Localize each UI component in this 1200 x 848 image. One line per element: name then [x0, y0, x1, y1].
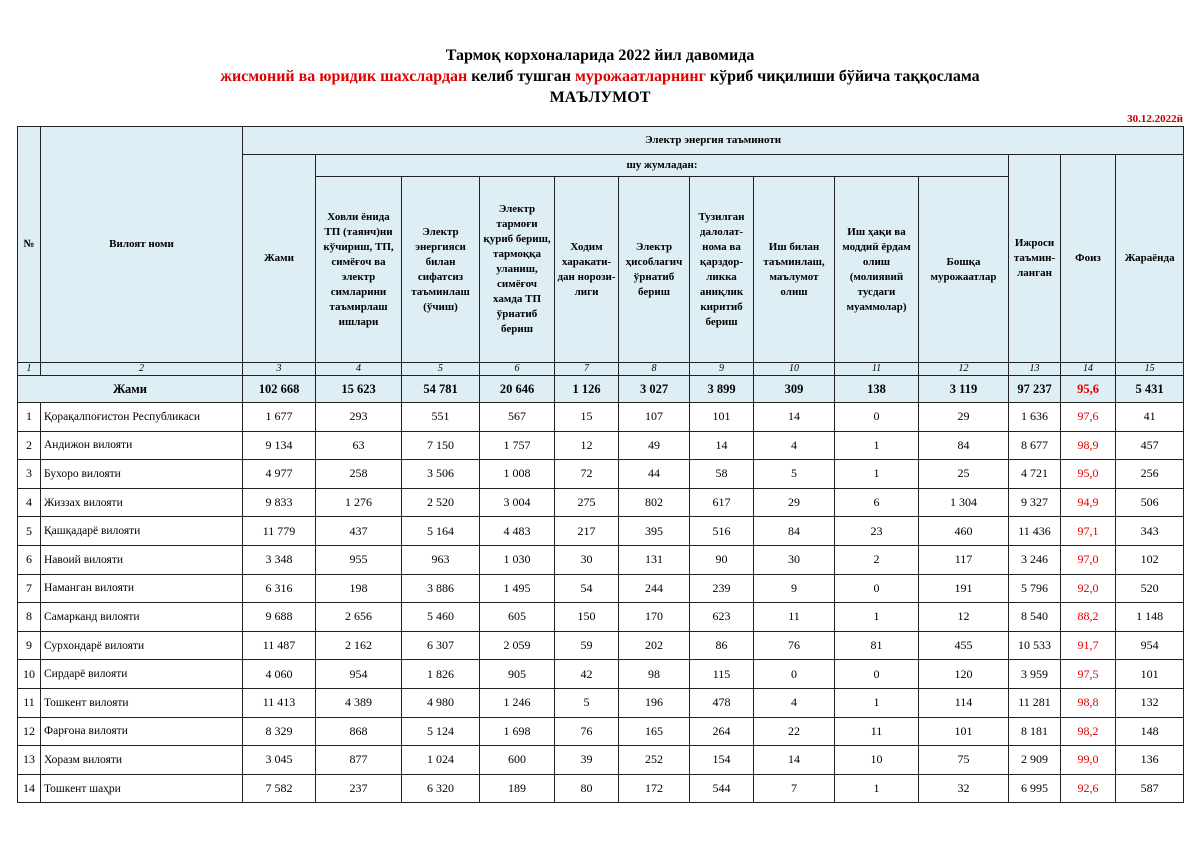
value-cell: 7 150	[402, 431, 480, 460]
value-cell: 954	[1116, 631, 1184, 660]
value-cell: 59	[555, 631, 619, 660]
region-name-cell: Бухоро вилояти	[41, 460, 243, 489]
percent-cell: 94,9	[1061, 488, 1116, 517]
value-cell: 2 656	[316, 603, 402, 632]
value-cell: 605	[480, 603, 555, 632]
row-number-cell: 8	[18, 603, 41, 632]
value-cell: 102	[1116, 545, 1184, 574]
value-cell: 9	[754, 574, 835, 603]
value-cell: 2 059	[480, 631, 555, 660]
header-group: Электр энергия таъминоти	[243, 127, 1184, 155]
col-number: 7	[555, 363, 619, 376]
value-cell: 6 316	[243, 574, 316, 603]
value-cell: 117	[919, 545, 1009, 574]
row-number-cell: 9	[18, 631, 41, 660]
value-cell: 8 181	[1009, 717, 1061, 746]
value-cell: 5 460	[402, 603, 480, 632]
value-cell: 5 164	[402, 517, 480, 546]
value-cell: 868	[316, 717, 402, 746]
value-cell: 2 520	[402, 488, 480, 517]
value-cell: 165	[619, 717, 690, 746]
value-cell: 6	[835, 488, 919, 517]
value-cell: 170	[619, 603, 690, 632]
value-cell: 1 148	[1116, 603, 1184, 632]
value-cell: 63	[316, 431, 402, 460]
title-text-end: кўриб чиқилиши бўйича таққослама	[705, 68, 980, 85]
value-cell: 455	[919, 631, 1009, 660]
value-cell: 14	[754, 746, 835, 775]
totals-row	[18, 376, 1184, 403]
value-cell: 25	[919, 460, 1009, 489]
value-cell: 12	[919, 603, 1009, 632]
table-row	[18, 574, 1184, 603]
value-cell: 0	[835, 403, 919, 432]
value-cell: 516	[690, 517, 754, 546]
value-cell: 1 495	[480, 574, 555, 603]
value-cell: 4 977	[243, 460, 316, 489]
header-including: шу жумладан:	[316, 155, 1009, 177]
region-name-cell: Жиззах вилояти	[41, 488, 243, 517]
region-name-cell: Сирдарё вилояти	[41, 660, 243, 689]
col-number: 6	[480, 363, 555, 376]
value-cell: 86	[690, 631, 754, 660]
value-cell: 7	[754, 774, 835, 803]
value-cell: 114	[919, 688, 1009, 717]
value-cell: 600	[480, 746, 555, 775]
table-row	[18, 660, 1184, 689]
value-cell: 101	[919, 717, 1009, 746]
value-cell: 2 162	[316, 631, 402, 660]
value-cell: 172	[619, 774, 690, 803]
value-cell: 256	[1116, 460, 1184, 489]
value-cell: 1 698	[480, 717, 555, 746]
value-cell: 237	[316, 774, 402, 803]
col-number: 11	[835, 363, 919, 376]
total-cell: 3 027	[619, 376, 690, 403]
value-cell: 244	[619, 574, 690, 603]
value-cell: 10	[835, 746, 919, 775]
header-col10: Иш билан таъминлаш, маълумот олиш	[754, 177, 835, 363]
value-cell: 42	[555, 660, 619, 689]
col-number: 9	[690, 363, 754, 376]
table-body	[18, 403, 1184, 803]
region-name-cell: Қашқадарё вилояти	[41, 517, 243, 546]
value-cell: 11	[835, 717, 919, 746]
region-name-cell: Наманган вилояти	[41, 574, 243, 603]
percent-cell: 91,7	[1061, 631, 1116, 660]
table-row	[18, 517, 1184, 546]
value-cell: 264	[690, 717, 754, 746]
value-cell: 1	[835, 688, 919, 717]
percent-cell: 99,0	[1061, 746, 1116, 775]
total-cell: 1 126	[555, 376, 619, 403]
value-cell: 75	[919, 746, 1009, 775]
total-cell: 309	[754, 376, 835, 403]
value-cell: 1 246	[480, 688, 555, 717]
title-highlight-2: мурожаатларнинг	[575, 68, 706, 85]
col-number: 14	[1061, 363, 1116, 376]
total-cell: 54 781	[402, 376, 480, 403]
value-cell: 623	[690, 603, 754, 632]
value-cell: 11 281	[1009, 688, 1061, 717]
value-cell: 4 721	[1009, 460, 1061, 489]
percent-cell: 97,1	[1061, 517, 1116, 546]
value-cell: 15	[555, 403, 619, 432]
header-total: Жами	[243, 155, 316, 363]
value-cell: 80	[555, 774, 619, 803]
region-name-cell: Навоий вилояти	[41, 545, 243, 574]
table-row	[18, 688, 1184, 717]
value-cell: 11	[754, 603, 835, 632]
value-cell: 0	[835, 660, 919, 689]
value-cell: 258	[316, 460, 402, 489]
value-cell: 107	[619, 403, 690, 432]
col-number: 10	[754, 363, 835, 376]
title-highlight-1: жисмоний ва юридик шахслардан	[220, 68, 468, 85]
value-cell: 1	[835, 431, 919, 460]
value-cell: 30	[555, 545, 619, 574]
value-cell: 3 348	[243, 545, 316, 574]
value-cell: 196	[619, 688, 690, 717]
table-row	[18, 460, 1184, 489]
value-cell: 5 796	[1009, 574, 1061, 603]
table-row	[18, 717, 1184, 746]
row-number-cell: 3	[18, 460, 41, 489]
value-cell: 343	[1116, 517, 1184, 546]
value-cell: 0	[754, 660, 835, 689]
value-cell: 437	[316, 517, 402, 546]
col-number: 8	[619, 363, 690, 376]
value-cell: 84	[919, 431, 1009, 460]
value-cell: 5 124	[402, 717, 480, 746]
table-row	[18, 746, 1184, 775]
value-cell: 1 636	[1009, 403, 1061, 432]
title-text-mid: келиб тушган	[467, 68, 576, 85]
value-cell: 54	[555, 574, 619, 603]
value-cell: 877	[316, 746, 402, 775]
value-cell: 3 506	[402, 460, 480, 489]
region-name-cell: Хоразм вилояти	[41, 746, 243, 775]
value-cell: 5	[555, 688, 619, 717]
value-cell: 11 779	[243, 517, 316, 546]
report-title-line1: Тармоқ корхоналарида 2022 йил давомида	[445, 47, 755, 64]
value-cell: 905	[480, 660, 555, 689]
total-cell: 138	[835, 376, 919, 403]
row-number-cell: 11	[18, 688, 41, 717]
percent-cell: 98,2	[1061, 717, 1116, 746]
row-number-cell: 2	[18, 431, 41, 460]
value-cell: 1 677	[243, 403, 316, 432]
value-cell: 9 327	[1009, 488, 1061, 517]
value-cell: 12	[555, 431, 619, 460]
total-percent-cell: 95,6	[1061, 376, 1116, 403]
header-col9: Тузилган далолат-нома ва қарздор-ликка аниқлик киритиб бериш	[690, 177, 754, 363]
value-cell: 520	[1116, 574, 1184, 603]
region-name-cell: Қорақалпоғистон Республикаси	[41, 403, 243, 432]
value-cell: 202	[619, 631, 690, 660]
value-cell: 587	[1116, 774, 1184, 803]
col-number: 2	[41, 363, 243, 376]
value-cell: 8 677	[1009, 431, 1061, 460]
value-cell: 148	[1116, 717, 1184, 746]
value-cell: 29	[919, 403, 1009, 432]
header-executed: Ижроси таъмин-ланган	[1009, 155, 1061, 363]
value-cell: 6 995	[1009, 774, 1061, 803]
region-name-cell: Фарғона вилояти	[41, 717, 243, 746]
totals-label: Жами	[18, 376, 243, 403]
value-cell: 252	[619, 746, 690, 775]
report-title-line2	[0, 67, 1200, 87]
value-cell: 136	[1116, 746, 1184, 775]
value-cell: 4	[754, 688, 835, 717]
value-cell: 4 060	[243, 660, 316, 689]
value-cell: 460	[919, 517, 1009, 546]
row-number-cell: 4	[18, 488, 41, 517]
header-percent: Фоиз	[1061, 155, 1116, 363]
value-cell: 1	[835, 460, 919, 489]
value-cell: 293	[316, 403, 402, 432]
col-number: 3	[243, 363, 316, 376]
appeals-table	[17, 126, 1184, 803]
value-cell: 72	[555, 460, 619, 489]
value-cell: 1 757	[480, 431, 555, 460]
percent-cell: 92,6	[1061, 774, 1116, 803]
value-cell: 217	[555, 517, 619, 546]
value-cell: 189	[480, 774, 555, 803]
region-name-cell: Тошкент шаҳри	[41, 774, 243, 803]
value-cell: 3 246	[1009, 545, 1061, 574]
value-cell: 101	[1116, 660, 1184, 689]
value-cell: 81	[835, 631, 919, 660]
value-cell: 1	[835, 603, 919, 632]
table-row	[18, 631, 1184, 660]
value-cell: 11 436	[1009, 517, 1061, 546]
value-cell: 29	[754, 488, 835, 517]
total-cell: 3 119	[919, 376, 1009, 403]
value-cell: 1 826	[402, 660, 480, 689]
value-cell: 131	[619, 545, 690, 574]
value-cell: 7 582	[243, 774, 316, 803]
value-cell: 84	[754, 517, 835, 546]
percent-cell: 97,6	[1061, 403, 1116, 432]
header-region: Вилоят номи	[41, 127, 243, 363]
value-cell: 11 413	[243, 688, 316, 717]
row-number-cell: 7	[18, 574, 41, 603]
value-cell: 41	[1116, 403, 1184, 432]
table-row	[18, 403, 1184, 432]
col-number: 15	[1116, 363, 1184, 376]
region-name-cell: Самарканд вилояти	[41, 603, 243, 632]
row-number-cell: 12	[18, 717, 41, 746]
percent-cell: 92,0	[1061, 574, 1116, 603]
percent-cell: 98,9	[1061, 431, 1116, 460]
value-cell: 544	[690, 774, 754, 803]
value-cell: 3 886	[402, 574, 480, 603]
value-cell: 802	[619, 488, 690, 517]
header-col6: Электр тармоғи қуриб бериш, тармоққа уланиш, симёғоч хамда ТП ўрнатиб бериш	[480, 177, 555, 363]
table-row	[18, 488, 1184, 517]
col-number: 4	[316, 363, 402, 376]
value-cell: 1 030	[480, 545, 555, 574]
table-row	[18, 431, 1184, 460]
value-cell: 4 980	[402, 688, 480, 717]
value-cell: 3 004	[480, 488, 555, 517]
value-cell: 395	[619, 517, 690, 546]
value-cell: 39	[555, 746, 619, 775]
table-row	[18, 774, 1184, 803]
total-cell: 5 431	[1116, 376, 1184, 403]
percent-cell: 98,8	[1061, 688, 1116, 717]
col-number: 1	[18, 363, 41, 376]
value-cell: 9 688	[243, 603, 316, 632]
value-cell: 551	[402, 403, 480, 432]
row-number-cell: 10	[18, 660, 41, 689]
value-cell: 6 307	[402, 631, 480, 660]
value-cell: 9 833	[243, 488, 316, 517]
value-cell: 1	[835, 774, 919, 803]
header-col4: Ховли ёнида ТП (таянч)ни кўчириш, ТП, симёғоч ва электр симларини таъмирлаш ишлари	[316, 177, 402, 363]
header-col8: Электр ҳисоблагич ўрнатиб бериш	[619, 177, 690, 363]
value-cell: 1 276	[316, 488, 402, 517]
header-col5: Электр энергияси билан сифатсиз таъминлаш (ўчиш)	[402, 177, 480, 363]
value-cell: 32	[919, 774, 1009, 803]
percent-cell: 88,2	[1061, 603, 1116, 632]
value-cell: 58	[690, 460, 754, 489]
value-cell: 567	[480, 403, 555, 432]
row-number-cell: 13	[18, 746, 41, 775]
percent-cell: 97,0	[1061, 545, 1116, 574]
value-cell: 44	[619, 460, 690, 489]
value-cell: 9 134	[243, 431, 316, 460]
value-cell: 239	[690, 574, 754, 603]
value-cell: 3 045	[243, 746, 316, 775]
value-cell: 2	[835, 545, 919, 574]
value-cell: 11 487	[243, 631, 316, 660]
value-cell: 120	[919, 660, 1009, 689]
total-cell: 15 623	[316, 376, 402, 403]
value-cell: 8 329	[243, 717, 316, 746]
value-cell: 115	[690, 660, 754, 689]
value-cell: 275	[555, 488, 619, 517]
value-cell: 191	[919, 574, 1009, 603]
value-cell: 76	[754, 631, 835, 660]
region-name-cell: Тошкент вилояти	[41, 688, 243, 717]
value-cell: 478	[690, 688, 754, 717]
row-number-cell: 1	[18, 403, 41, 432]
header-col11: Иш ҳақи ва моддий ёрдам олиш (молиявий тусдаги муаммолар)	[835, 177, 919, 363]
value-cell: 5	[754, 460, 835, 489]
value-cell: 1 304	[919, 488, 1009, 517]
header-col7: Ходим харакати-дан норози-лиги	[555, 177, 619, 363]
table-row	[18, 603, 1184, 632]
total-cell: 102 668	[243, 376, 316, 403]
report-title-line3: МАЪЛУМОТ	[549, 89, 651, 106]
value-cell: 4 389	[316, 688, 402, 717]
percent-cell: 97,5	[1061, 660, 1116, 689]
value-cell: 49	[619, 431, 690, 460]
percent-cell: 95,0	[1061, 460, 1116, 489]
region-name-cell: Сурхондарё вилояти	[41, 631, 243, 660]
value-cell: 8 540	[1009, 603, 1061, 632]
value-cell: 150	[555, 603, 619, 632]
value-cell: 14	[690, 431, 754, 460]
value-cell: 198	[316, 574, 402, 603]
value-cell: 506	[1116, 488, 1184, 517]
total-cell: 3 899	[690, 376, 754, 403]
value-cell: 4 483	[480, 517, 555, 546]
value-cell: 30	[754, 545, 835, 574]
col-number: 13	[1009, 363, 1061, 376]
value-cell: 132	[1116, 688, 1184, 717]
value-cell: 1 008	[480, 460, 555, 489]
value-cell: 14	[754, 403, 835, 432]
value-cell: 98	[619, 660, 690, 689]
row-number-cell: 5	[18, 517, 41, 546]
value-cell: 954	[316, 660, 402, 689]
column-number-row	[18, 363, 1184, 376]
value-cell: 0	[835, 574, 919, 603]
value-cell: 1 024	[402, 746, 480, 775]
value-cell: 3 959	[1009, 660, 1061, 689]
value-cell: 101	[690, 403, 754, 432]
header-no: №	[18, 127, 41, 363]
region-name-cell: Андижон вилояти	[41, 431, 243, 460]
value-cell: 154	[690, 746, 754, 775]
value-cell: 617	[690, 488, 754, 517]
col-number: 5	[402, 363, 480, 376]
header-col12: Бошқа мурожаатлар	[919, 177, 1009, 363]
total-cell: 97 237	[1009, 376, 1061, 403]
value-cell: 22	[754, 717, 835, 746]
value-cell: 76	[555, 717, 619, 746]
report-date: 30.12.2022й	[1127, 113, 1183, 125]
value-cell: 2 909	[1009, 746, 1061, 775]
value-cell: 90	[690, 545, 754, 574]
table-row	[18, 545, 1184, 574]
col-number: 12	[919, 363, 1009, 376]
total-cell: 20 646	[480, 376, 555, 403]
row-number-cell: 6	[18, 545, 41, 574]
value-cell: 10 533	[1009, 631, 1061, 660]
value-cell: 23	[835, 517, 919, 546]
header-in-process: Жараёнда	[1116, 155, 1184, 363]
value-cell: 6 320	[402, 774, 480, 803]
value-cell: 963	[402, 545, 480, 574]
value-cell: 955	[316, 545, 402, 574]
value-cell: 457	[1116, 431, 1184, 460]
row-number-cell: 14	[18, 774, 41, 803]
value-cell: 4	[754, 431, 835, 460]
